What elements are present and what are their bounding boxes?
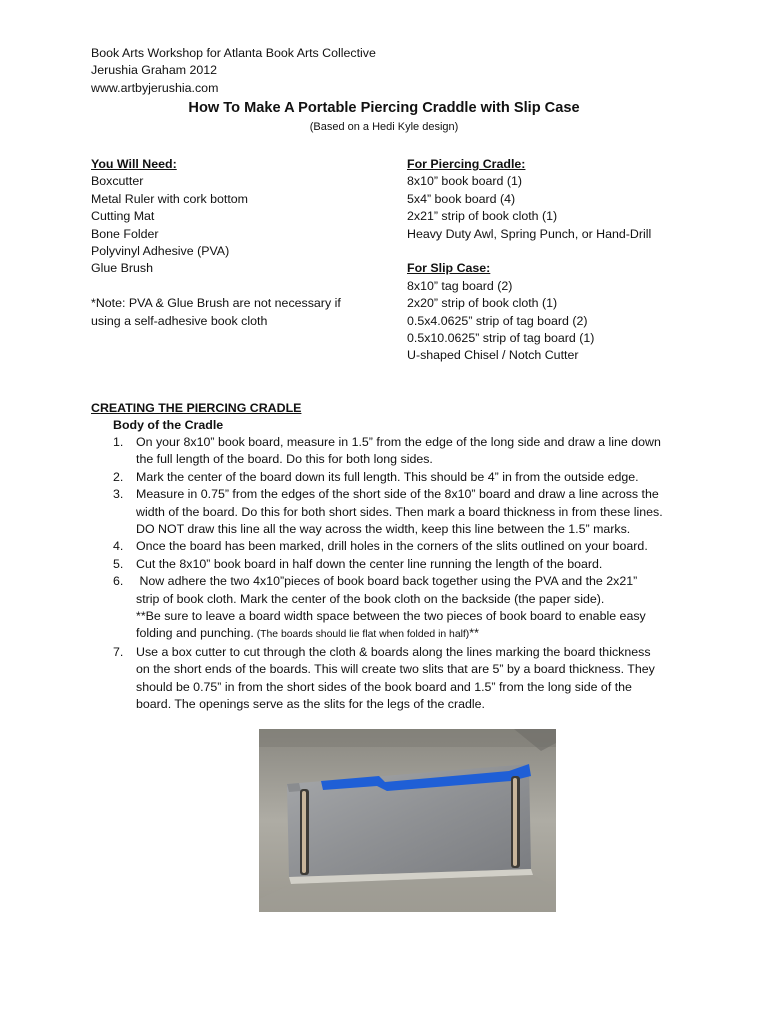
step-line: strip of book cloth. Mark the center of the book cloth on the backside (the paper side). bbox=[136, 591, 605, 606]
material-item: 2x20” strip of book cloth (1) bbox=[407, 296, 558, 311]
cradle-photo bbox=[259, 729, 556, 912]
step-line: the full length of the board. Do this for both long sides. bbox=[136, 452, 433, 467]
section-heading: CREATING THE PIERCING CRADLE bbox=[91, 401, 302, 415]
step-line: board. The openings serve as the slits for the legs of the cradle. bbox=[136, 697, 485, 712]
document-subtitle: (Based on a Hedi Kyle design) bbox=[309, 121, 459, 133]
slip-case-heading: For Slip Case: bbox=[407, 261, 491, 276]
step-number: 7. bbox=[113, 644, 124, 659]
steps-list bbox=[91, 434, 691, 714]
header-block bbox=[91, 45, 376, 97]
supply-item: Boxcutter bbox=[91, 174, 144, 189]
step-line: width of the board. Do this for both short sides. Then mark a board thickness in from these lines. bbox=[136, 504, 663, 519]
background-shadow bbox=[259, 729, 556, 747]
step-number: 3. bbox=[113, 487, 124, 502]
material-item: Heavy Duty Awl, Spring Punch, or Hand-Drill bbox=[407, 226, 652, 241]
step-line: DO NOT draw this line all the way across the width, keep this line between the 1.5” marks. bbox=[136, 522, 631, 537]
supply-item: Metal Ruler with cork bottom bbox=[91, 191, 249, 206]
step-parenthetical-note: (The boards should lie flat when folded in half) bbox=[253, 629, 470, 641]
step-line: On your 8x10” book board, measure in 1.5” from the edge of the long side and draw a line down bbox=[136, 435, 661, 449]
material-item: 0.5x10.0625” strip of tag board (1) bbox=[407, 331, 595, 346]
supply-item: Polyvinyl Adhesive (PVA) bbox=[91, 244, 230, 259]
step-line bbox=[136, 625, 691, 643]
header-website-link[interactable]: www.artbyjerushia.com bbox=[91, 80, 219, 95]
step-number: 5. bbox=[113, 556, 124, 571]
step-item bbox=[91, 434, 691, 469]
note-line: *Note: PVA & Glue Brush are not necessary if bbox=[91, 296, 341, 311]
subsection-heading: Body of the Cradle bbox=[113, 418, 224, 432]
material-item: 8x10” book board (1) bbox=[407, 174, 523, 189]
material-item: 0.5x4.0625” strip of tag board (2) bbox=[407, 313, 588, 328]
step-text: folding and punching. bbox=[136, 626, 254, 641]
board-corner bbox=[287, 783, 301, 792]
piercing-cradle-heading: For Piercing Cradle: bbox=[407, 157, 526, 171]
you-will-need-heading: You Will Need: bbox=[91, 157, 177, 171]
step-line: Measure in 0.75” from the edges of the short side of the 8x10” board and draw a line across the bbox=[136, 487, 659, 502]
step-item bbox=[91, 469, 691, 486]
spacer bbox=[407, 243, 737, 260]
cradle-photo-illustration bbox=[259, 729, 556, 912]
step-number: 1. bbox=[113, 435, 124, 449]
step-line: should be 0.75” in from the short sides of the book board and 1.5” from the long side of the bbox=[136, 679, 632, 694]
supply-item: Glue Brush bbox=[91, 261, 153, 276]
step-number: 2. bbox=[113, 469, 124, 484]
you-will-need-column bbox=[91, 156, 381, 330]
note-line: using a self-adhesive book cloth bbox=[91, 313, 268, 328]
spacer bbox=[91, 278, 381, 295]
step-line: Now adhere the two 4x10”pieces of book board back together using the PVA and the 2x21” bbox=[136, 574, 638, 589]
material-item: 5x4” book board (4) bbox=[407, 191, 516, 206]
materials-column bbox=[407, 156, 737, 365]
step-line: on the short ends of the boards. This will create two slits that are 5” by a board thickness. They bbox=[136, 662, 655, 677]
step-text-tail: ** bbox=[469, 626, 479, 641]
material-item: U-shaped Chisel / Notch Cutter bbox=[407, 348, 579, 363]
step-line: Once the board has been marked, drill holes in the corners of the slits outlined on your board. bbox=[136, 539, 648, 554]
step-item bbox=[91, 538, 691, 555]
step-item bbox=[91, 556, 691, 573]
step-number: 4. bbox=[113, 539, 124, 554]
step-line: Use a box cutter to cut through the cloth & boards along the lines marking the board thickness bbox=[136, 644, 651, 659]
left-slit-edge bbox=[302, 791, 306, 873]
step-line: Cut the 8x10” book board in half down the center line running the length of the board. bbox=[136, 556, 603, 571]
step-line: Mark the center of the board down its full length. This should be 4” in from the outside edge. bbox=[136, 469, 639, 484]
step-number: 6. bbox=[113, 574, 124, 589]
right-slit-edge bbox=[513, 778, 517, 866]
header-author-line: Jerushia Graham 2012 bbox=[91, 63, 218, 78]
supply-item: Cutting Mat bbox=[91, 209, 155, 224]
material-item: 2x21” strip of book cloth (1) bbox=[407, 209, 558, 224]
material-item: 8x10” tag board (2) bbox=[407, 278, 513, 293]
supply-item: Bone Folder bbox=[91, 226, 159, 241]
step-item bbox=[91, 644, 691, 714]
step-line: **Be sure to leave a board width space between the two pieces of book board to enable easy bbox=[136, 609, 646, 624]
header-workshop-line: Book Arts Workshop for Atlanta Book Arts Collective bbox=[91, 46, 376, 60]
document-title: How To Make A Portable Piercing Craddle with Slip Case bbox=[188, 100, 580, 116]
step-item bbox=[91, 486, 691, 538]
step-item bbox=[91, 573, 691, 644]
